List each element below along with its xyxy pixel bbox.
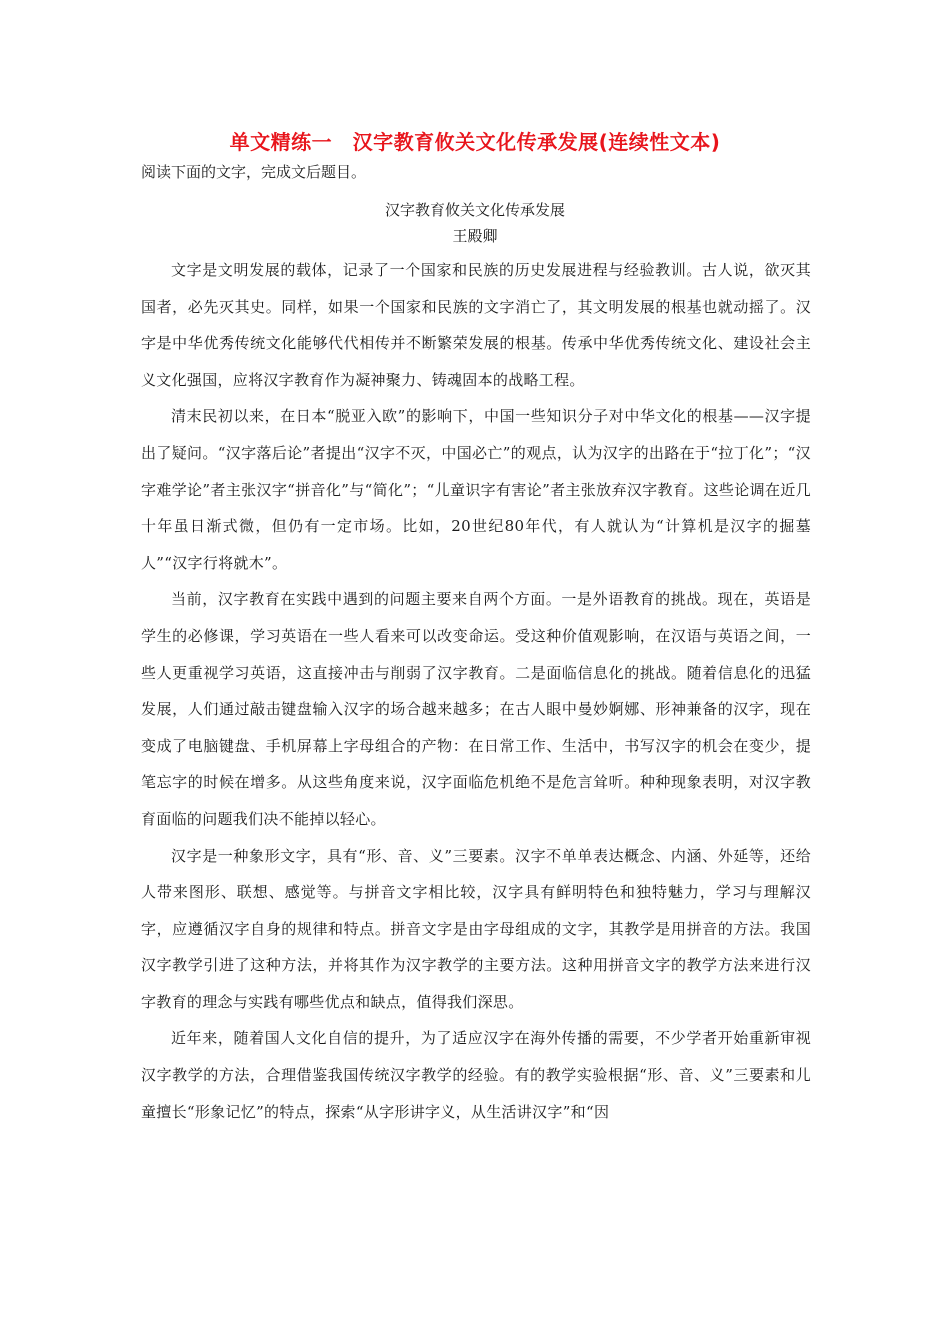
article-author: 王殿卿 bbox=[452, 227, 498, 245]
paragraph-1: 文字是文明发展的载体，记录了一个国家和民族的历史发展进程与经验教训。古人说，欲灭其国者，必先灭其史。同样，如果一个国家和民族的文字消亡了，其文明发展的根基也就动摇了。汉字是中华优秀传统文化能够代代相传并不断繁荣发展的根基。传承中华优秀传统文化、建设社会主义文化强国，应将汉字教育作为凝神聚力、铸魂固本的战略工程。 bbox=[141, 261, 811, 389]
article-title: 汉字教育攸关文化传承发展 bbox=[384, 201, 565, 219]
article-body bbox=[141, 252, 811, 1130]
paragraph-3: 当前，汉字教育在实践中遇到的问题主要来自两个方面。一是外语教育的挑战。现在，英语是学生的必修课，学习英语在一些人看来可以改变命运。受这种价值观影响，在汉语与英语之间，一些人更重视学习英语，这直接冲击与削弱了汉字教育。二是面临信息化的挑战。随着信息化的迅猛发展，人们通过敲击键盘输入汉字的场合越来越多；在古人眼中曼妙婀娜、形神兼备的汉字，现在变成了电脑键盘、手机屏幕上字母组合的产物：在日常工作、生活中，书写汉字的机会在变少，提笔忘字的时候在增多。从这些角度来说，汉字面临危机绝不是危言耸听。种种现象表明，对汉字教育面临的问题我们决不能掉以轻心。 bbox=[141, 590, 811, 828]
paragraph-2: 清末民初以来，在日本“脱亚入欧”的影响下，中国一些知识分子对中华文化的根基——汉字提出了疑问。“汉字落后论”者提出“汉字不灭，中国必亡”的观点，认为汉字的出路在于“拉丁化”；“汉字难学论”者主张汉字“拼音化”与“简化”；“儿童识字有害论”者主张放弃汉字教育。这些论调在近几十年虽日渐式微，但仍有一定市场。比如，20世纪80年代，有人就认为“计算机是汉字的掘墓人”“汉字行将就木”。 bbox=[141, 407, 811, 572]
document-title: 单文精练一 汉字教育攸关文化传承发展(连续性文本) bbox=[229, 130, 721, 154]
paragraph-4: 汉字是一种象形文字，具有“形、音、义”三要素。汉字不单单表达概念、内涵、外延等，还给人带来图形、联想、感觉等。与拼音文字相比较，汉字具有鲜明特色和独特魅力，学习与理解汉字，应遵循汉字自身的规律和特点。拼音文字是由字母组成的文字，其教学是用拼音的方法。我国汉字教学引进了这种方法，并将其作为汉字教学的主要方法。这种用拼音文字的教学方法来进行汉字教育的理念与实践有哪些优点和缺点，值得我们深思。 bbox=[141, 846, 811, 1011]
paragraph-5: 近年来，随着国人文化自信的提升，为了适应汉字在海外传播的需要，不少学者开始重新审视汉字教学的方法，合理借鉴我国传统汉字教学的经验。有的教学实验根据“形、音、义”三要素和儿童擅长“形象记忆”的特点，探索“从字形讲字义，从生活讲汉字”和“因 bbox=[141, 1029, 811, 1121]
instruction-text: 阅读下面的文字，完成文后题目。 bbox=[141, 163, 367, 181]
